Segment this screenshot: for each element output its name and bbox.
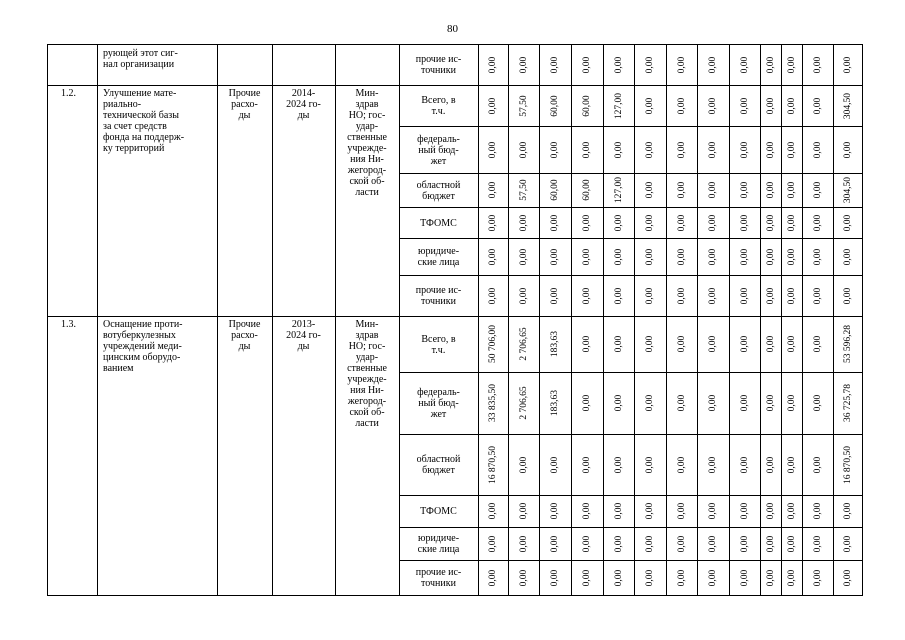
value-cell: 0,00 (645, 502, 655, 520)
table-rule-h (47, 595, 863, 596)
value-cell: 60,00 (550, 179, 560, 201)
table-rule-v (862, 44, 863, 596)
value-cell: 0,00 (613, 456, 624, 473)
value-cell: 127,00 (613, 92, 624, 119)
value-cell: 0,00 (708, 569, 718, 586)
value-cell: 0,00 (676, 335, 687, 353)
value-cell: 0,00 (812, 141, 823, 158)
value-cell: 0,00 (786, 56, 797, 73)
value-cell: 0,00 (812, 456, 823, 473)
value-cell: 0,00 (582, 141, 592, 158)
value-cell: 0,00 (765, 502, 776, 520)
value-cell: 33 835,50 (488, 384, 498, 422)
value-cell: 0,00 (582, 502, 592, 520)
item-name: Улучшение мате- риально- технической базы за счет средств фонда на поддерж- ку территорий (103, 88, 185, 154)
value-cell: 0,00 (812, 394, 823, 412)
value-cell: 0,00 (765, 56, 776, 73)
value-cell: 0,00 (812, 569, 823, 586)
value-cell: 0,00 (550, 214, 560, 231)
funding-source: ТФОМС (420, 506, 457, 517)
value-cell: 0,00 (676, 569, 687, 586)
value-cell: 50 706,00 (488, 325, 498, 363)
value-cell: 0,00 (550, 535, 560, 552)
value-cell: 0,00 (613, 535, 624, 552)
value-cell: 0,00 (488, 502, 498, 520)
value-cell: 0,00 (488, 141, 498, 158)
value-cell: 0,00 (786, 502, 797, 520)
value-cell: 0,00 (812, 287, 823, 304)
value-cell: 0,00 (842, 569, 853, 586)
value-cell: 0,00 (708, 56, 718, 73)
value-cell: 0,00 (765, 214, 776, 231)
value-cell: 183,63 (550, 330, 560, 358)
table-rule-v (47, 44, 48, 596)
table-rule-v (802, 44, 803, 596)
value-cell: 0,00 (582, 56, 592, 73)
value-cell: 0,00 (765, 456, 776, 473)
value-cell: 0,00 (488, 181, 498, 199)
funding-source: прочие ис- точники (415, 285, 462, 307)
value-cell: 60,00 (582, 94, 592, 117)
value-cell: 0,00 (582, 456, 592, 473)
value-cell: 0,00 (676, 248, 687, 265)
value-cell: 0,00 (739, 248, 750, 265)
value-cell: 57,50 (518, 94, 529, 117)
value-cell: 0,00 (786, 535, 797, 552)
table-rule-v (478, 44, 479, 596)
value-cell: 127,00 (613, 176, 624, 204)
table-rule-v (781, 44, 782, 596)
value-cell: 0,00 (676, 214, 687, 231)
value-cell: 0,00 (488, 97, 498, 114)
value-cell: 0,00 (676, 181, 687, 199)
table-rule-v (634, 44, 635, 596)
value-cell: 0,00 (786, 97, 797, 114)
table-rule-v (272, 44, 273, 596)
value-cell: 0,00 (645, 214, 655, 231)
value-cell: 0,00 (708, 141, 718, 158)
value-cell: 0,00 (739, 335, 750, 353)
item-number: 1.3. (61, 319, 76, 330)
value-cell: 304,50 (842, 92, 853, 119)
value-cell: 0,00 (812, 181, 823, 199)
value-cell: 0,00 (708, 248, 718, 265)
value-cell: 57,50 (518, 179, 529, 201)
value-cell: 0,00 (613, 141, 624, 158)
value-cell: 0,00 (676, 141, 687, 158)
table-rule-v (760, 44, 761, 596)
table-rule-v (399, 44, 400, 596)
value-cell: 0,00 (842, 248, 853, 265)
value-cell: 0,00 (645, 248, 655, 265)
value-cell: 0,00 (812, 535, 823, 552)
value-cell: 0,00 (812, 56, 823, 73)
value-cell: 0,00 (765, 97, 776, 114)
table-rule-v (666, 44, 667, 596)
value-cell: 0,00 (786, 287, 797, 304)
value-cell: 0,00 (518, 569, 529, 586)
value-cell: 0,00 (550, 287, 560, 304)
value-cell: 0,00 (613, 214, 624, 231)
value-cell: 0,00 (708, 214, 718, 231)
value-cell: 0,00 (518, 56, 529, 73)
value-cell: 0,00 (765, 535, 776, 552)
value-cell: 0,00 (786, 248, 797, 265)
value-cell: 0,00 (550, 569, 560, 586)
value-cell: 0,00 (708, 394, 718, 412)
value-cell: 0,00 (613, 287, 624, 304)
value-cell: 0,00 (739, 569, 750, 586)
funding-source: ТФОМС (420, 217, 457, 229)
value-cell: 0,00 (488, 287, 498, 304)
table-rule-v (833, 44, 834, 596)
table-rule-v (97, 44, 98, 596)
value-cell: 0,00 (739, 214, 750, 231)
table-rule-v (217, 44, 218, 596)
expense-type: Прочие расхо- ды (228, 319, 261, 352)
value-cell: 183,63 (550, 389, 560, 417)
executor: Мин- здрав НО; гос- удар- ственные учрежде- ния Ни- жегород- ской об- ласти (347, 319, 387, 429)
funding-source: юридиче- ские лица (417, 533, 460, 555)
value-cell: 0,00 (550, 502, 560, 520)
value-cell: 16 870,50 (488, 445, 498, 484)
period: 2014- 2024 го- ды (286, 88, 321, 121)
value-cell: 0,00 (676, 394, 687, 412)
value-cell: 0,00 (786, 569, 797, 586)
value-cell: 0,00 (676, 287, 687, 304)
value-cell: 0,00 (812, 335, 823, 353)
value-cell: 36 725,78 (842, 384, 853, 422)
value-cell: 0,00 (645, 56, 655, 73)
value-cell: 0,00 (582, 569, 592, 586)
item-number: 1.2. (61, 88, 76, 99)
value-cell: 0,00 (786, 141, 797, 158)
value-cell: 0,00 (739, 502, 750, 520)
value-cell: 0,00 (739, 456, 750, 473)
value-cell: 0,00 (582, 335, 592, 353)
table-rule-v (729, 44, 730, 596)
executor: Мин- здрав НО; гос- удар- ственные учрежде- ния Ни- жегород- ской об- ласти (347, 88, 387, 198)
value-cell: 0,00 (613, 335, 624, 353)
funding-source: федераль- ный бюд- жет (417, 387, 460, 420)
value-cell: 0,00 (708, 335, 718, 353)
value-cell: 0,00 (842, 141, 853, 158)
value-cell: 2 706,65 (518, 327, 529, 361)
value-cell: 0,00 (518, 535, 529, 552)
value-cell: 60,00 (550, 94, 560, 117)
value-cell: 0,00 (812, 214, 823, 231)
value-cell: 0,00 (488, 535, 498, 552)
value-cell: 0,00 (488, 214, 498, 231)
value-cell: 0,00 (518, 248, 529, 265)
value-cell: 0,00 (550, 456, 560, 473)
value-cell: 0,00 (518, 214, 529, 231)
value-cell: 0,00 (550, 248, 560, 265)
value-cell: 0,00 (739, 141, 750, 158)
value-cell: 0,00 (676, 535, 687, 552)
value-cell: 0,00 (582, 214, 592, 231)
page-number: 80 (447, 23, 458, 35)
value-cell: 0,00 (765, 335, 776, 353)
funding-source: областной бюджет (416, 179, 461, 202)
value-cell: 0,00 (645, 141, 655, 158)
value-cell: 0,00 (708, 181, 718, 199)
value-cell: 0,00 (488, 248, 498, 265)
period: 2013- 2024 го- ды (286, 319, 321, 352)
value-cell: 0,00 (765, 181, 776, 199)
value-cell: 0,00 (842, 502, 853, 520)
value-cell: 0,00 (708, 535, 718, 552)
value-cell: 0,00 (582, 287, 592, 304)
value-cell: 0,00 (550, 141, 560, 158)
table-rule-v (603, 44, 604, 596)
value-cell: 60,00 (582, 179, 592, 201)
value-cell: 0,00 (786, 214, 797, 231)
value-cell: 0,00 (842, 287, 853, 304)
value-cell: 0,00 (550, 56, 560, 73)
value-cell: 0,00 (765, 394, 776, 412)
value-cell: 0,00 (613, 569, 624, 586)
value-cell: 0,00 (645, 181, 655, 199)
funding-source: областной бюджет (416, 454, 461, 476)
value-cell: 0,00 (676, 97, 687, 114)
value-cell: 0,00 (765, 248, 776, 265)
value-cell: 0,00 (582, 248, 592, 265)
value-cell: 0,00 (842, 56, 853, 73)
funding-source: Всего, в т.ч. (421, 333, 456, 356)
value-cell: 0,00 (645, 569, 655, 586)
value-cell: 0,00 (812, 502, 823, 520)
value-cell: 0,00 (765, 287, 776, 304)
value-cell: 0,00 (488, 56, 498, 73)
expense-type: Прочие расхо- ды (228, 88, 261, 121)
value-cell: 0,00 (676, 456, 687, 473)
table-rule-v (571, 44, 572, 596)
funding-source: юридиче- ские лица (417, 246, 460, 268)
value-cell: 0,00 (518, 456, 529, 473)
value-cell: 0,00 (739, 56, 750, 73)
value-cell: 0,00 (708, 97, 718, 114)
value-cell: 0,00 (739, 394, 750, 412)
value-cell: 0,00 (645, 97, 655, 114)
value-cell: 0,00 (786, 456, 797, 473)
table-rule-v (508, 44, 509, 596)
table-rule-v (335, 44, 336, 596)
value-cell: 0,00 (739, 287, 750, 304)
value-cell: 2 706,65 (518, 386, 529, 420)
value-cell: 0,00 (645, 394, 655, 412)
value-cell: 0,00 (518, 502, 529, 520)
funding-source: Всего, в т.ч. (421, 95, 456, 117)
value-cell: 0,00 (645, 456, 655, 473)
value-cell: 53 596,28 (842, 325, 853, 363)
item-name: рующей этот сиг- нал организации (103, 48, 178, 70)
value-cell: 0,00 (613, 394, 624, 412)
value-cell: 0,00 (645, 335, 655, 353)
value-cell: 16 870,50 (842, 445, 853, 484)
value-cell: 0,00 (765, 141, 776, 158)
value-cell: 0,00 (518, 141, 529, 158)
value-cell: 0,00 (582, 394, 592, 412)
value-cell: 0,00 (786, 335, 797, 353)
table-rule-v (697, 44, 698, 596)
value-cell: 0,00 (765, 569, 776, 586)
value-cell: 0,00 (739, 97, 750, 114)
value-cell: 0,00 (708, 287, 718, 304)
value-cell: 0,00 (708, 456, 718, 473)
funding-source: федераль- ный бюд- жет (417, 133, 460, 167)
value-cell: 0,00 (613, 248, 624, 265)
value-cell: 0,00 (842, 214, 853, 231)
value-cell: 0,00 (518, 287, 529, 304)
value-cell: 0,00 (676, 502, 687, 520)
value-cell: 0,00 (786, 181, 797, 199)
value-cell: 0,00 (488, 569, 498, 586)
value-cell: 0,00 (645, 287, 655, 304)
value-cell: 0,00 (842, 535, 853, 552)
table-rule-v (539, 44, 540, 596)
value-cell: 0,00 (708, 502, 718, 520)
value-cell: 304,50 (842, 176, 853, 204)
value-cell: 0,00 (613, 502, 624, 520)
value-cell: 0,00 (812, 97, 823, 114)
item-name: Оснащение проти- вотуберкулезных учреждений меди- цинским оборудо- ванием (103, 319, 183, 374)
value-cell: 0,00 (739, 181, 750, 199)
value-cell: 0,00 (676, 56, 687, 73)
funding-source: прочие ис- точники (415, 54, 462, 76)
value-cell: 0,00 (613, 56, 624, 73)
value-cell: 0,00 (812, 248, 823, 265)
value-cell: 0,00 (645, 535, 655, 552)
funding-source: прочие ис- точники (415, 567, 462, 589)
value-cell: 0,00 (582, 535, 592, 552)
value-cell: 0,00 (786, 394, 797, 412)
value-cell: 0,00 (739, 535, 750, 552)
